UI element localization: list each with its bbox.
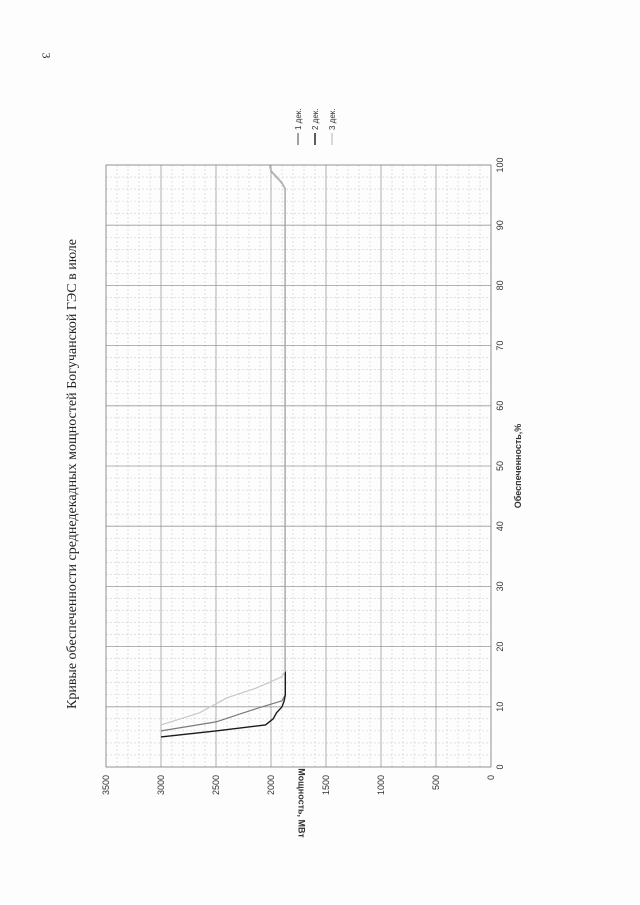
legend-label-2: 2 дек. (311, 108, 320, 130)
series-line-1 (161, 165, 285, 731)
x-tick-label: 100 (495, 157, 505, 173)
x-tick-label: 60 (495, 400, 505, 411)
y-tick-label: 3500 (101, 775, 111, 796)
y-tick-label: 2000 (266, 775, 276, 796)
x-tick-label: 80 (495, 280, 505, 291)
x-tick-label: 20 (495, 641, 505, 652)
chart-title: Кривые обеспеченности среднедекадных мощностей Богучанской ГЭС в июле (65, 238, 80, 710)
y-tick-label: 1000 (376, 775, 386, 796)
x-tick-label: 30 (495, 581, 505, 592)
x-tick-label: 10 (495, 701, 505, 712)
labels (65, 157, 523, 838)
x-tick-label: 90 (495, 220, 505, 231)
series-layer (161, 165, 285, 737)
major-grid (106, 165, 491, 767)
y-tick-label: 1500 (321, 775, 331, 796)
x-tick-label: 0 (495, 764, 505, 770)
y-tick-label: 2500 (211, 775, 221, 796)
y-tick-label: 0 (486, 775, 496, 781)
x-tick-label: 40 (495, 521, 505, 532)
x-tick-label: 70 (495, 340, 505, 351)
page-number: 3 (39, 52, 54, 59)
y-tick-label: 500 (431, 775, 441, 791)
legend-label-3: 3 дек. (328, 108, 337, 130)
legend-label-1: 1 дек. (294, 108, 303, 130)
x-axis-title: Обеспеченность,% (513, 423, 523, 509)
y-tick-label: 3000 (156, 775, 166, 796)
legend (294, 108, 337, 145)
x-tick-label: 50 (495, 460, 505, 472)
y-axis-title: Мощность, МВт (296, 768, 307, 838)
series-line-2 (161, 165, 285, 737)
